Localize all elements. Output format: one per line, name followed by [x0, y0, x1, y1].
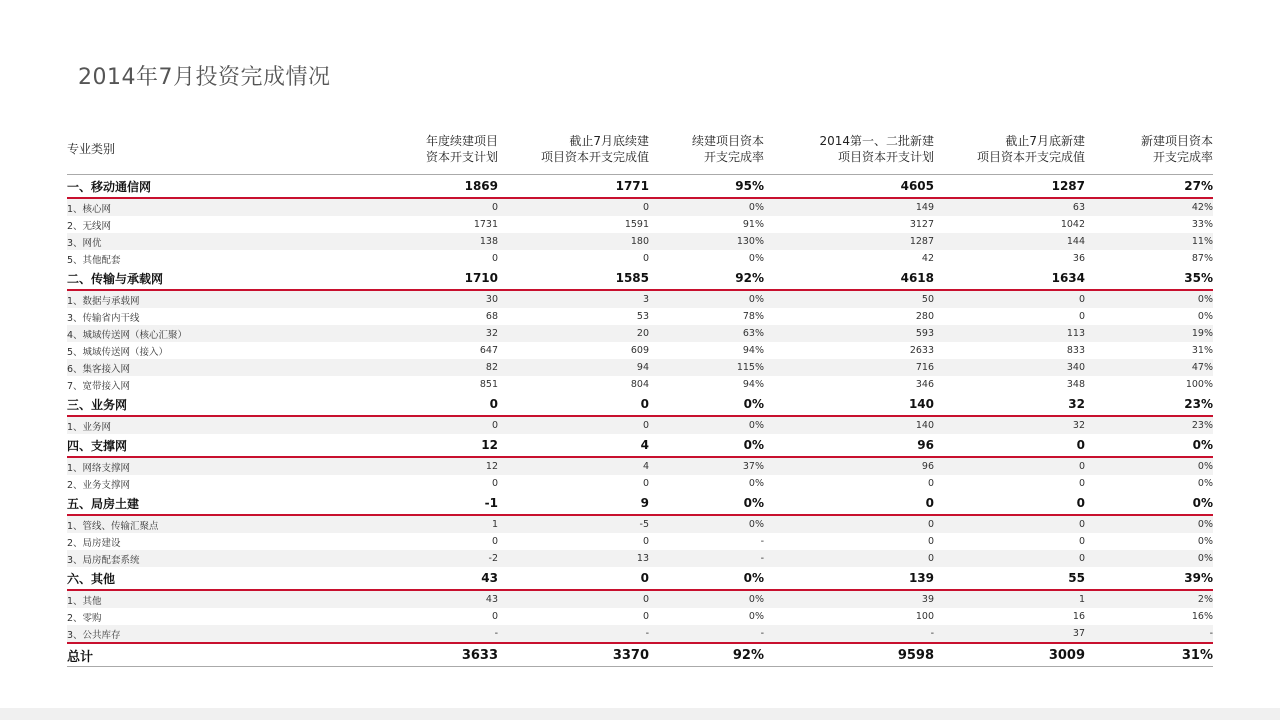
investment-table	[67, 124, 1213, 667]
row-label: 二、传输与承载网	[67, 267, 345, 290]
cell-value: 0%	[1085, 533, 1213, 550]
cell-value: 0	[764, 550, 934, 567]
category-row	[67, 492, 1213, 515]
cell-value: 0%	[1085, 550, 1213, 567]
cell-value: 13	[498, 550, 649, 567]
row-label: 3、传输省内干线	[67, 308, 345, 325]
column-header-line: 截止7月底新建	[1005, 134, 1085, 148]
cell-value: 0%	[1085, 308, 1213, 325]
cell-value: 43	[345, 567, 498, 590]
column-header-line: 项目资本开支完成值	[540, 150, 649, 164]
cell-value: 0	[345, 198, 498, 216]
cell-value: 31%	[1085, 643, 1213, 667]
cell-value: 36	[934, 250, 1085, 267]
row-label: 2、零购	[67, 608, 345, 625]
cell-value: 0%	[649, 198, 764, 216]
total-row	[67, 643, 1213, 667]
cell-value: 593	[764, 325, 934, 342]
row-label: 五、局房土建	[67, 492, 345, 515]
table-row	[67, 233, 1213, 250]
table-row	[67, 376, 1213, 393]
cell-value: 0	[498, 416, 649, 434]
cell-value: 1	[345, 515, 498, 533]
cell-value: 100%	[1085, 376, 1213, 393]
cell-value: 180	[498, 233, 649, 250]
column-header-6	[1085, 124, 1213, 175]
table-row	[67, 608, 1213, 625]
cell-value: 0%	[1085, 515, 1213, 533]
table-row	[67, 250, 1213, 267]
column-header-3	[649, 124, 764, 175]
cell-value: 0%	[1085, 434, 1213, 457]
cell-value: 138	[345, 233, 498, 250]
table-row	[67, 290, 1213, 308]
cell-value: 0	[498, 590, 649, 608]
table-row	[67, 325, 1213, 342]
row-label: 3、局房配套系统	[67, 550, 345, 567]
column-header-line: 开支完成率	[703, 150, 764, 164]
cell-value: 716	[764, 359, 934, 376]
cell-value: 0	[934, 475, 1085, 492]
cell-value: 280	[764, 308, 934, 325]
cell-value: 0	[934, 434, 1085, 457]
row-label: 六、其他	[67, 567, 345, 590]
cell-value: 0	[764, 475, 934, 492]
cell-value: 0%	[649, 250, 764, 267]
cell-value: 91%	[649, 216, 764, 233]
cell-value: 9598	[764, 643, 934, 667]
cell-value: 78%	[649, 308, 764, 325]
cell-value: 87%	[1085, 250, 1213, 267]
column-header-4	[764, 124, 934, 175]
cell-value: -	[1085, 625, 1213, 643]
cell-value: 0	[498, 608, 649, 625]
cell-value: 140	[764, 393, 934, 416]
cell-value: 1287	[764, 233, 934, 250]
cell-value: 1591	[498, 216, 649, 233]
cell-value: 340	[934, 359, 1085, 376]
cell-value: 348	[934, 376, 1085, 393]
cell-value: 0	[934, 492, 1085, 515]
cell-value: 11%	[1085, 233, 1213, 250]
cell-value: -	[764, 625, 934, 643]
cell-value: 2633	[764, 342, 934, 359]
cell-value: 149	[764, 198, 934, 216]
cell-value: 35%	[1085, 267, 1213, 290]
table-row	[67, 515, 1213, 533]
cell-value: 0	[934, 290, 1085, 308]
table-row	[67, 416, 1213, 434]
row-label: 1、核心网	[67, 198, 345, 216]
cell-value: 39	[764, 590, 934, 608]
cell-value: 94%	[649, 342, 764, 359]
table-row	[67, 550, 1213, 567]
cell-value: 0	[934, 533, 1085, 550]
cell-value: 0%	[649, 567, 764, 590]
category-row	[67, 434, 1213, 457]
cell-value: -	[649, 550, 764, 567]
cell-value: 16%	[1085, 608, 1213, 625]
category-row	[67, 267, 1213, 290]
cell-value: 42%	[1085, 198, 1213, 216]
cell-value: -	[649, 625, 764, 643]
cell-value: 53	[498, 308, 649, 325]
cell-value: 647	[345, 342, 498, 359]
cell-value: 0%	[649, 434, 764, 457]
cell-value: -	[498, 625, 649, 643]
cell-value: 0	[764, 515, 934, 533]
cell-value: 1	[934, 590, 1085, 608]
cell-value: 4618	[764, 267, 934, 290]
cell-value: 63	[934, 198, 1085, 216]
category-row	[67, 567, 1213, 590]
cell-value: 0%	[649, 290, 764, 308]
cell-value: 92%	[649, 643, 764, 667]
table-row	[67, 590, 1213, 608]
cell-value: 16	[934, 608, 1085, 625]
cell-value: 37%	[649, 457, 764, 475]
cell-value: 609	[498, 342, 649, 359]
cell-value: 851	[345, 376, 498, 393]
column-header-line: 截止7月底续建	[569, 134, 649, 148]
cell-value: 0	[345, 533, 498, 550]
cell-value: 0	[345, 393, 498, 416]
cell-value: 113	[934, 325, 1085, 342]
cell-value: 23%	[1085, 416, 1213, 434]
cell-value: 37	[934, 625, 1085, 643]
cell-value: 68	[345, 308, 498, 325]
row-label: 2、无线网	[67, 216, 345, 233]
row-label: 总计	[67, 643, 345, 667]
cell-value: 1585	[498, 267, 649, 290]
row-label: 3、公共库存	[67, 625, 345, 643]
cell-value: 3370	[498, 643, 649, 667]
cell-value: 33%	[1085, 216, 1213, 233]
category-row	[67, 175, 1213, 199]
cell-value: 1731	[345, 216, 498, 233]
cell-value: 0%	[649, 475, 764, 492]
cell-value: 0	[498, 198, 649, 216]
cell-value: 63%	[649, 325, 764, 342]
cell-value: 55	[934, 567, 1085, 590]
row-label: 四、支撑网	[67, 434, 345, 457]
footer-band	[0, 708, 1280, 720]
cell-value: 0%	[649, 590, 764, 608]
row-label: 一、移动通信网	[67, 175, 345, 199]
cell-value: 0	[498, 475, 649, 492]
table-row	[67, 625, 1213, 643]
table-row	[67, 533, 1213, 550]
cell-value: 115%	[649, 359, 764, 376]
cell-value: 94%	[649, 376, 764, 393]
cell-value: 96	[764, 457, 934, 475]
cell-value: 0	[934, 515, 1085, 533]
cell-value: 0%	[1085, 290, 1213, 308]
cell-value: 0%	[649, 393, 764, 416]
cell-value: 9	[498, 492, 649, 515]
row-label: 三、业务网	[67, 393, 345, 416]
table-row	[67, 308, 1213, 325]
row-label: 7、宽带接入网	[67, 376, 345, 393]
table-row	[67, 475, 1213, 492]
cell-value: 12	[345, 434, 498, 457]
cell-value: 0%	[649, 608, 764, 625]
cell-value: 1287	[934, 175, 1085, 199]
column-header-line: 开支完成率	[1152, 150, 1213, 164]
row-label: 5、其他配套	[67, 250, 345, 267]
cell-value: 1042	[934, 216, 1085, 233]
column-header-0	[67, 124, 345, 175]
table-header	[67, 124, 1213, 175]
cell-value: 30	[345, 290, 498, 308]
cell-value: 1771	[498, 175, 649, 199]
cell-value: 23%	[1085, 393, 1213, 416]
column-header-line: 2014第一、二批新建	[819, 134, 934, 148]
cell-value: 12	[345, 457, 498, 475]
row-label: 1、其他	[67, 590, 345, 608]
row-label: 4、城域传送网（核心汇聚）	[67, 325, 345, 342]
cell-value: 31%	[1085, 342, 1213, 359]
page-title: 2014年7月投资完成情况	[78, 65, 331, 90]
cell-value: 144	[934, 233, 1085, 250]
cell-value: 4	[498, 434, 649, 457]
table-row	[67, 342, 1213, 359]
column-header-5	[934, 124, 1085, 175]
cell-value: 50	[764, 290, 934, 308]
cell-value: 0	[764, 492, 934, 515]
row-label: 1、数据与承载网	[67, 290, 345, 308]
row-label: 5、城域传送网（接入）	[67, 342, 345, 359]
cell-value: 833	[934, 342, 1085, 359]
cell-value: 0%	[1085, 492, 1213, 515]
cell-value: 0	[345, 608, 498, 625]
row-label: 2、局房建设	[67, 533, 345, 550]
table-row	[67, 359, 1213, 376]
cell-value: 0	[934, 550, 1085, 567]
cell-value: 92%	[649, 267, 764, 290]
cell-value: 3	[498, 290, 649, 308]
cell-value: 0%	[649, 492, 764, 515]
cell-value: 2%	[1085, 590, 1213, 608]
cell-value: 1710	[345, 267, 498, 290]
cell-value: 0	[498, 250, 649, 267]
cell-value: 32	[934, 416, 1085, 434]
cell-value: 82	[345, 359, 498, 376]
cell-value: -5	[498, 515, 649, 533]
cell-value: 100	[764, 608, 934, 625]
cell-value: 0	[498, 567, 649, 590]
row-label: 1、业务网	[67, 416, 345, 434]
cell-value: 3009	[934, 643, 1085, 667]
cell-value: 3633	[345, 643, 498, 667]
table-row	[67, 216, 1213, 233]
cell-value: 95%	[649, 175, 764, 199]
cell-value: 32	[934, 393, 1085, 416]
column-header-line: 新建项目资本	[1140, 134, 1213, 148]
cell-value: 0%	[649, 515, 764, 533]
cell-value: 27%	[1085, 175, 1213, 199]
column-header-1	[345, 124, 498, 175]
cell-value: 0%	[649, 416, 764, 434]
cell-value: 4605	[764, 175, 934, 199]
cell-value: 42	[764, 250, 934, 267]
column-header-line: 专业类别	[67, 142, 116, 156]
cell-value: 0	[934, 308, 1085, 325]
cell-value: 346	[764, 376, 934, 393]
row-label: 2、业务支撑网	[67, 475, 345, 492]
cell-value: 39%	[1085, 567, 1213, 590]
cell-value: 4	[498, 457, 649, 475]
table-row	[67, 457, 1213, 475]
cell-value: 1634	[934, 267, 1085, 290]
column-header-line: 年度续建项目	[425, 134, 498, 148]
cell-value: -1	[345, 492, 498, 515]
row-label: 3、网优	[67, 233, 345, 250]
column-header-line: 资本开支计划	[425, 150, 498, 164]
cell-value: 32	[345, 325, 498, 342]
cell-value: 19%	[1085, 325, 1213, 342]
column-header-line: 项目资本开支计划	[837, 150, 934, 164]
cell-value: 139	[764, 567, 934, 590]
row-label: 1、网络支撑网	[67, 457, 345, 475]
cell-value: -	[649, 533, 764, 550]
cell-value: 94	[498, 359, 649, 376]
row-label: 1、管线、传输汇聚点	[67, 515, 345, 533]
cell-value: 20	[498, 325, 649, 342]
cell-value: 3127	[764, 216, 934, 233]
cell-value: 43	[345, 590, 498, 608]
cell-value: 140	[764, 416, 934, 434]
row-label: 6、集客接入网	[67, 359, 345, 376]
cell-value: 1869	[345, 175, 498, 199]
cell-value: 96	[764, 434, 934, 457]
cell-value: 47%	[1085, 359, 1213, 376]
cell-value: 804	[498, 376, 649, 393]
cell-value: -	[345, 625, 498, 643]
column-header-line: 续建项目资本	[691, 134, 764, 148]
table-body	[67, 175, 1213, 667]
column-header-2	[498, 124, 649, 175]
cell-value: 0	[764, 533, 934, 550]
column-header-line: 项目资本开支完成值	[976, 150, 1085, 164]
cell-value: 0	[345, 416, 498, 434]
cell-value: 0%	[1085, 475, 1213, 492]
cell-value: 0%	[1085, 457, 1213, 475]
cell-value: 130%	[649, 233, 764, 250]
cell-value: -2	[345, 550, 498, 567]
cell-value: 0	[498, 393, 649, 416]
cell-value: 0	[345, 475, 498, 492]
table-row	[67, 198, 1213, 216]
cell-value: 0	[934, 457, 1085, 475]
category-row	[67, 393, 1213, 416]
cell-value: 0	[345, 250, 498, 267]
cell-value: 0	[498, 533, 649, 550]
